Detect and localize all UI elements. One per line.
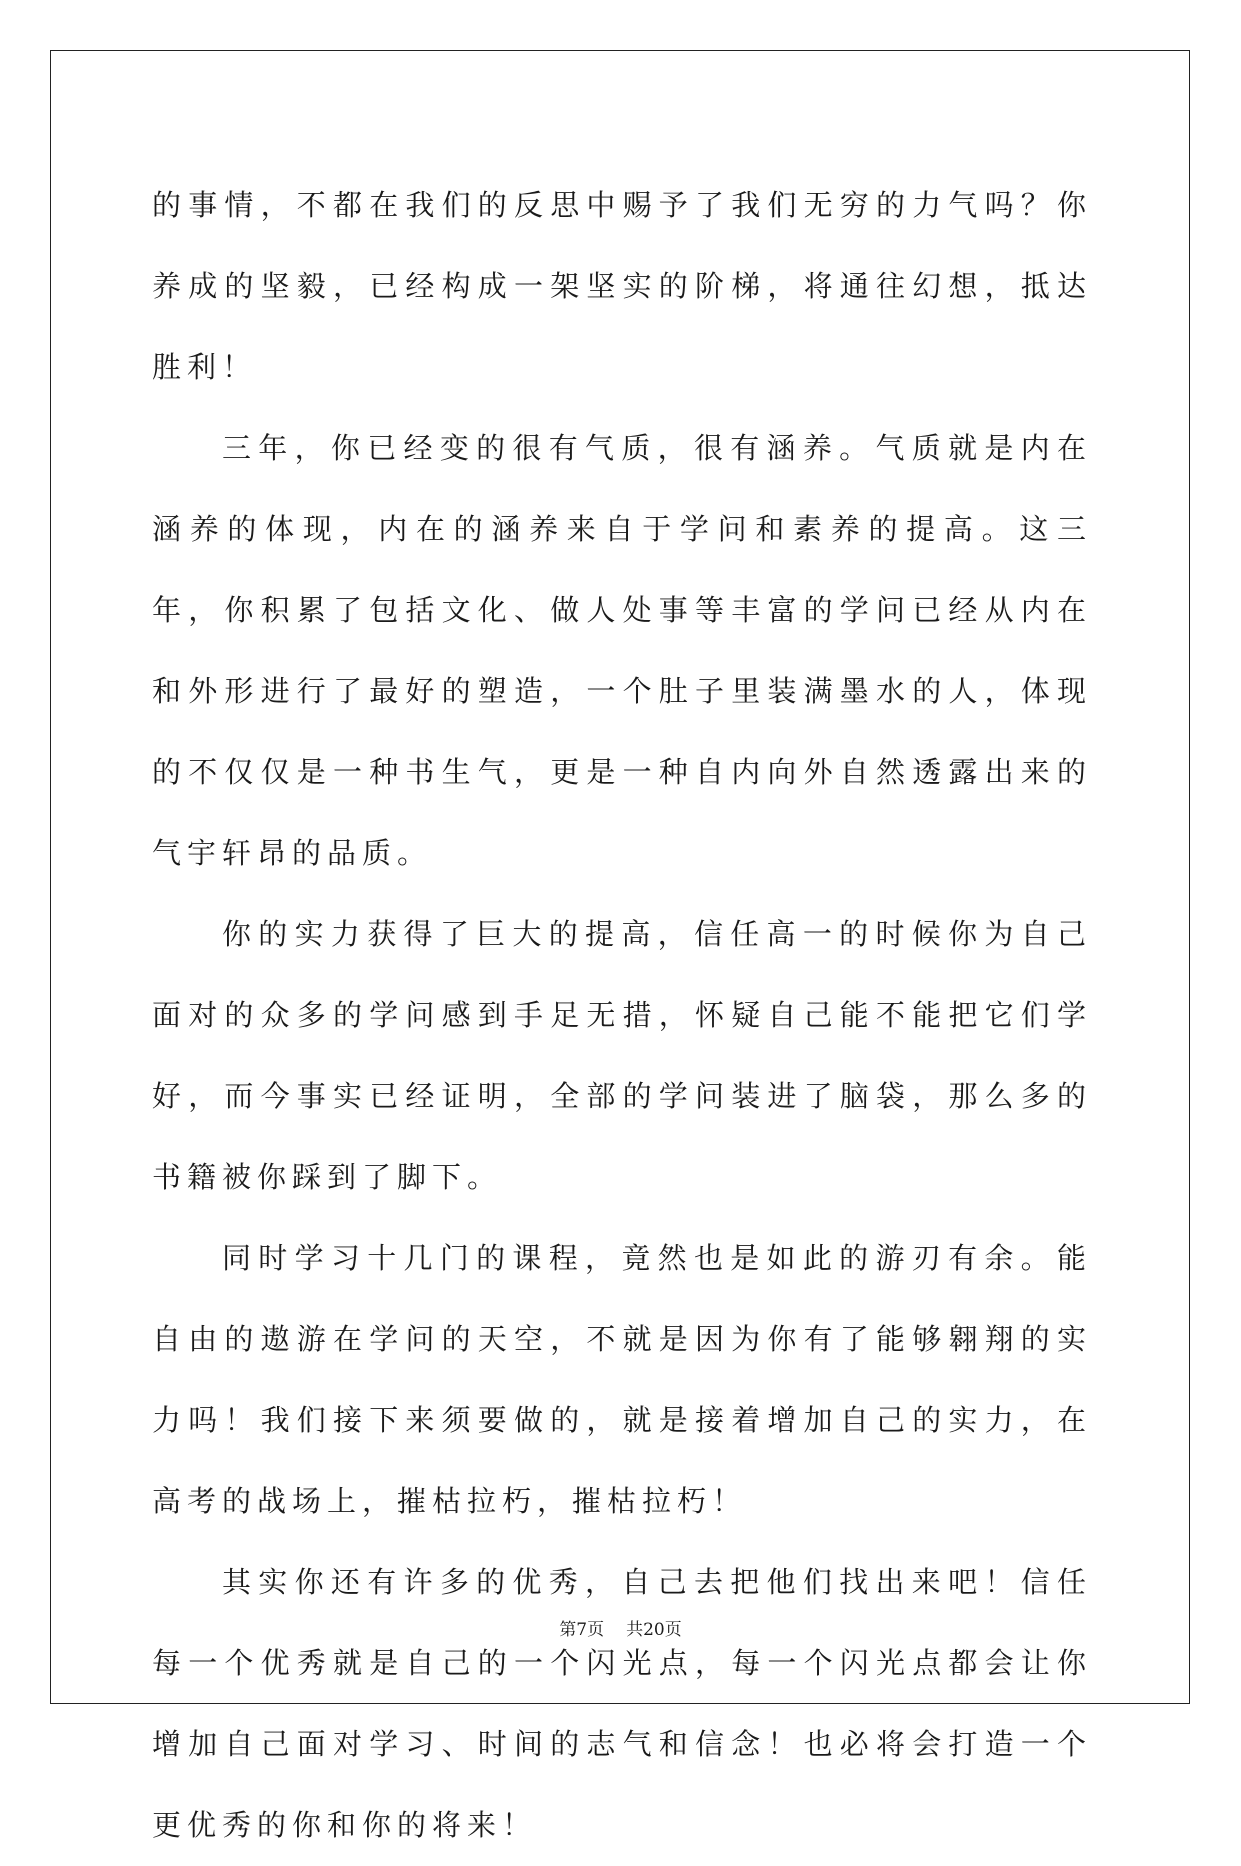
paragraph-3: 你的实力获得了巨大的提高，信任高一的时候你为自己面对的众多的学问感到手足无措，怀疑自己能不能把它们学好，而今事实已经证明，全部的学问装进了脑袋，那么多的书籍被你踩到了脚下。 — [152, 917, 1092, 1194]
current-page-number: 第7页 — [559, 1620, 605, 1640]
paragraph-4: 同时学习十几门的课程，竟然也是如此的游刃有余。能自由的遨游在学问的天空，不就是因为你有了能够翱翔的实力吗！我们接下来须要做的，就是接着增加自己的实力，在高考的战场上，摧枯拉朽，摧枯拉朽！ — [152, 1241, 1092, 1518]
total-page-count: 共20页 — [626, 1620, 682, 1640]
paragraph-1: 的事情，不都在我们的反思中赐予了我们无穷的力气吗？你养成的坚毅，已经构成一架坚实的阶梯，将通往幻想，抵达胜利！ — [152, 188, 1092, 384]
paragraph-2: 三年，你已经变的很有气质，很有涵养。气质就是内在涵养的体现，内在的涵养来自于学问和素养的提高。这三年，你积累了包括文化、做人处事等丰富的学问已经从内在和外形进行了最好的塑造，一个肚子里装满墨水的人，体现的不仅仅是一种书生气，更是一种自内向外自然透露出来的气宇轩昂的品质。 — [152, 431, 1092, 870]
paragraph-5: 其实你还有许多的优秀，自己去把他们找出来吧！信任每一个优秀就是自己的一个闪光点，每一个闪光点都会让你增加自己面对学习、时间的志气和信念！也必将会打造一个更优秀的你和你的将来！ — [152, 1565, 1092, 1842]
document-body — [152, 165, 1092, 1866]
page-footer — [0, 1615, 1241, 1640]
